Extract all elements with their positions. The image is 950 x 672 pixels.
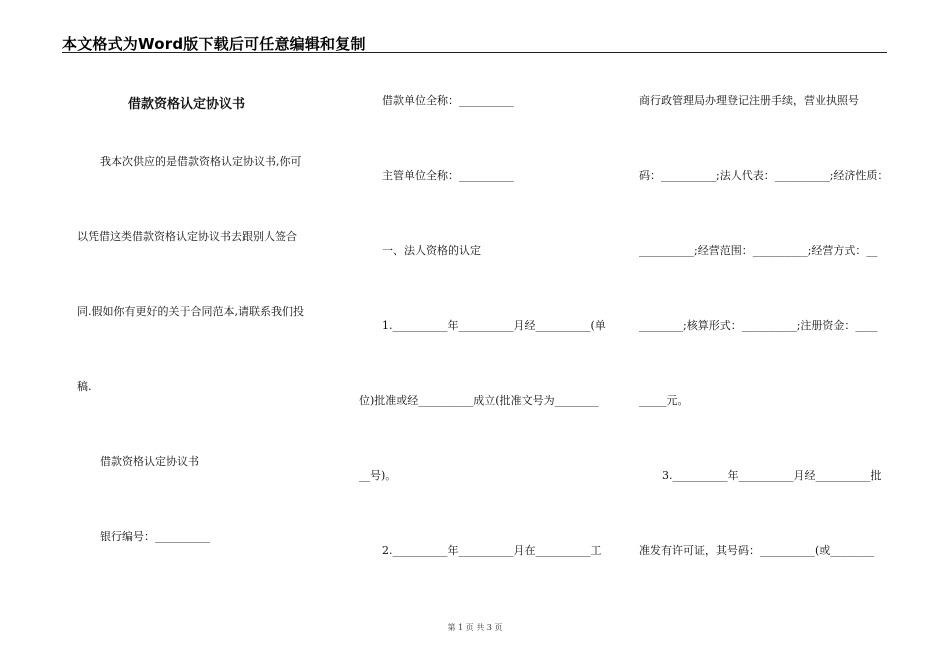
col3-line-7: 准发有许可证，其号码：__________(或________: [639, 544, 875, 557]
document-banner: 本文格式为Word版下载后可任意编辑和复制: [62, 35, 366, 53]
item-1-line-2: 位)批准或经__________成立(批准文号为________: [359, 394, 599, 407]
intro-line-4: 稿.: [77, 380, 92, 393]
item-3-line-1: 3.__________年__________月经__________批: [662, 469, 882, 482]
item-2-line-1: 2.__________年__________月在__________工: [382, 544, 602, 557]
supervisor-name-field: 主管单位全称：__________: [382, 169, 514, 182]
agreement-name: 借款资格认定协议书: [100, 455, 199, 468]
header-divider: [62, 52, 887, 53]
intro-line-2: 以凭借这类借款资格认定协议书去跟别人签合: [77, 230, 297, 243]
col3-line-4: ________;核算形式：__________;注册资金：____: [639, 319, 878, 332]
bank-number-field: 银行编号：__________: [100, 530, 210, 543]
page-number: 第 1 页 共 3 页: [447, 623, 503, 632]
item-1-line-3: __号)。: [359, 469, 397, 482]
document-title: 借款资格认定协议书: [128, 97, 246, 112]
section-legal-qualification: 一、法人资格的认定: [382, 244, 481, 257]
col3-line-5: _____元。: [639, 394, 689, 407]
borrower-name-field: 借款单位全称：__________: [382, 94, 514, 107]
col3-line-3: __________;经营范围：__________;经营方式：__: [639, 244, 878, 257]
col3-line-1: 商行政管理局办理登记注册手续，营业执照号: [639, 94, 859, 107]
item-1-line-1: 1.__________年__________月经__________(单: [382, 319, 606, 332]
intro-line-3: 同.假如你有更好的关于合同范本,请联系我们投: [77, 305, 304, 318]
col3-line-2: 码：__________;法人代表：__________;经济性质：: [639, 169, 889, 182]
intro-line-1: 我本次供应的是借款资格认定协议书,你可: [100, 155, 302, 168]
